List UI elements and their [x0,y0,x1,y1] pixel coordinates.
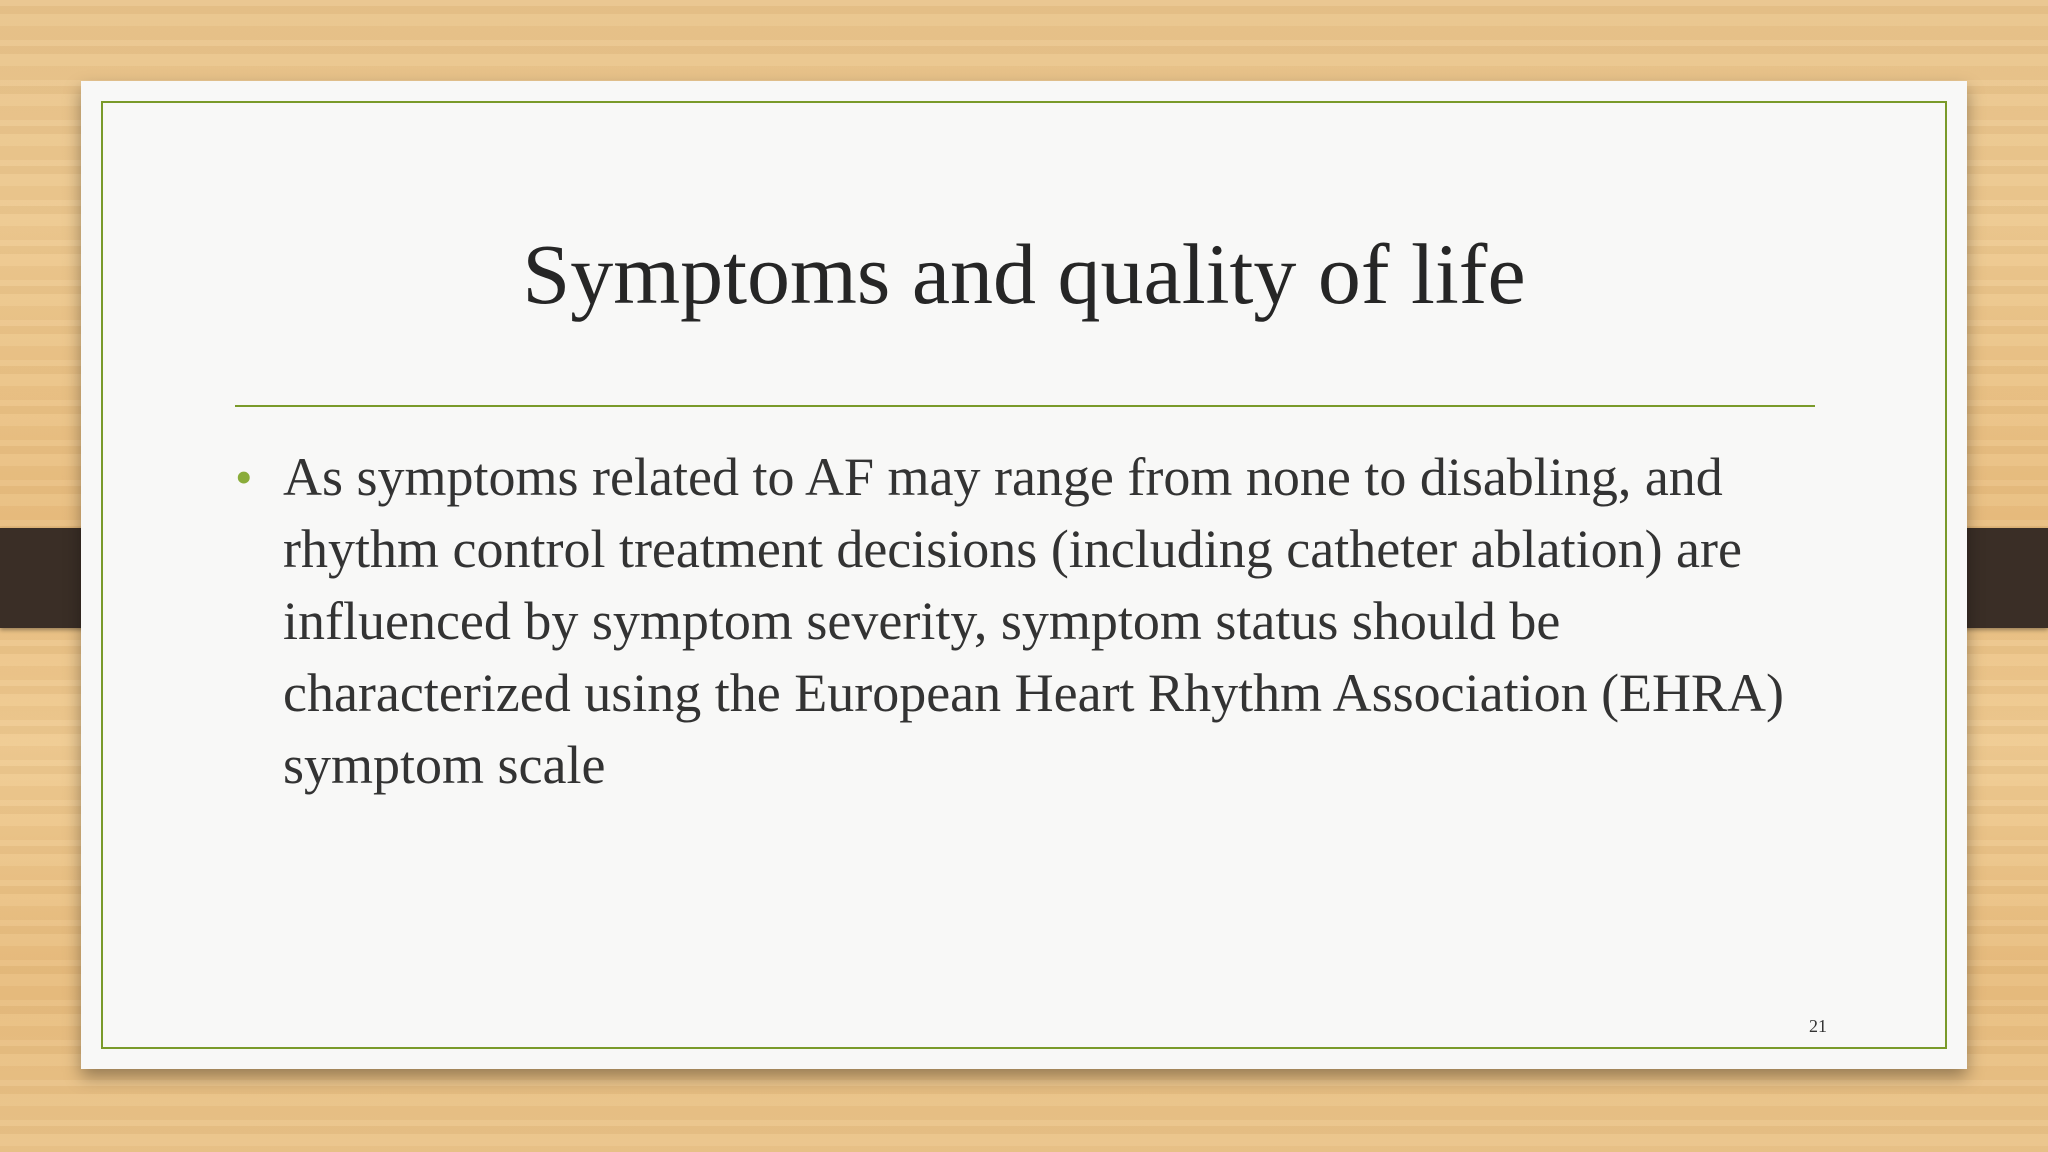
page-number: 21 [1809,1016,1827,1036]
slide [81,81,1967,1069]
bullet-text: As symptoms related to AF may range from none to disabling, and rhythm control treatment decisions (including catheter ablation) are influenced by symptom severity, symptom status should be characterized using the European Heart Rhythm Association (EHRA) symptom scale [283,447,1785,795]
bullet-item [235,441,1835,801]
bullet-marker: • [235,449,253,505]
title-divider [235,405,1815,407]
bullet-list [235,441,1835,801]
slide-title: Symptoms and quality of life [522,226,1526,322]
